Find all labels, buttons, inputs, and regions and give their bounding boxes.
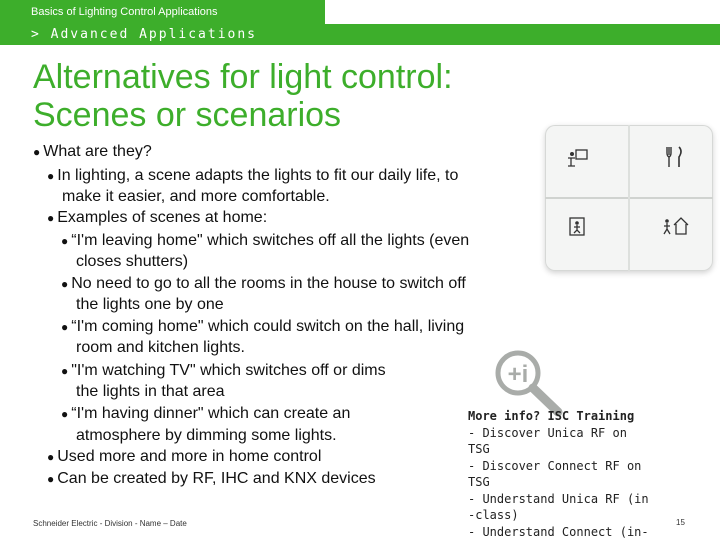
bullet-text: “I'm coming home" which could switch on the hall, living [71, 318, 465, 335]
bullet-dot: ● [61, 234, 69, 248]
bullet-dot: ● [61, 320, 69, 334]
bullet-continuation: atmosphere by dimming some lights. [76, 427, 337, 444]
bullet-text: Can be created by RF, IHC and KNX devices [57, 470, 376, 487]
info-line: -class) [468, 508, 519, 522]
device-vertical-seam [628, 125, 630, 271]
bullet-level-3 [61, 316, 464, 338]
bullet-level-2 [47, 165, 458, 187]
bullet-dot: ● [33, 145, 41, 159]
tv-scene-icon [567, 149, 589, 169]
bullet-continuation: the lights in that area [76, 383, 225, 400]
section-label: > Advanced Applications [31, 27, 258, 42]
info-line: TSG [468, 475, 490, 489]
footer-text: Schneider Electric - Division - Name – Date [33, 519, 187, 528]
bullet-dot: ● [47, 472, 55, 486]
info-line: - Discover Connect RF on [468, 458, 642, 473]
bullet-text: “I'm having dinner" which can create an [71, 405, 351, 422]
slide-title-line-1: Alternatives for light control: [33, 58, 453, 96]
bullet-level-2 [47, 468, 376, 490]
bullet-dot: ● [47, 211, 55, 225]
bullet-text: “I'm leaving home" which switches off all the lights (even [71, 232, 470, 249]
bullet-continuation: the lights one by one [76, 296, 224, 313]
info-line: - Understand Connect (in- [468, 524, 649, 539]
bullet-continuation: room and kitchen lights. [76, 339, 245, 356]
slide-title [33, 58, 453, 134]
info-heading: More info? ISC Training [468, 409, 635, 423]
bullet-dot: ● [47, 450, 55, 464]
bullet-dot: ● [61, 277, 69, 291]
bullet-level-3 [61, 273, 466, 295]
bullet-dot: ● [61, 364, 69, 378]
bullet-text: What are they? [43, 143, 152, 160]
bullet-text: "I'm watching TV" which switches off or dims [71, 362, 386, 379]
bullet-dot: ● [61, 407, 69, 421]
bullet-level-3 [61, 230, 469, 252]
info-line: - Understand Unica RF (in [468, 491, 649, 506]
bullet-dot: ● [47, 169, 55, 183]
bullet-level-3 [61, 360, 386, 382]
cutlery-icon [665, 145, 685, 169]
svg-text:+i: +i [507, 361, 529, 388]
bullet-text: In lighting, a scene adapts the lights to fit our daily life, to [57, 167, 459, 184]
bullet-level-2 [47, 207, 267, 229]
bullet-text: No need to go to all the rooms in the house to switch off [71, 275, 466, 292]
bullet-continuation: closes shutters) [76, 253, 189, 270]
slide-title-line-2: Scenes or scenarios [33, 96, 342, 134]
bullet-level-1 [33, 141, 152, 163]
scene-switch-device [545, 125, 713, 271]
person-home-icon [663, 216, 689, 236]
page-number: 15 [676, 518, 685, 527]
info-line: TSG [468, 442, 490, 456]
info-box [468, 408, 649, 540]
info-line: - Discover Unica RF on [468, 425, 627, 440]
bullet-level-2 [47, 446, 321, 468]
bullet-text: Used more and more in home control [57, 448, 322, 465]
course-title: Basics of Lighting Control Applications [31, 6, 218, 18]
bullet-continuation: make it easier, and more comfortable. [62, 188, 330, 205]
person-leaving-icon [567, 217, 587, 237]
bullet-level-3 [61, 403, 350, 425]
bullet-text: Examples of scenes at home: [57, 209, 268, 226]
